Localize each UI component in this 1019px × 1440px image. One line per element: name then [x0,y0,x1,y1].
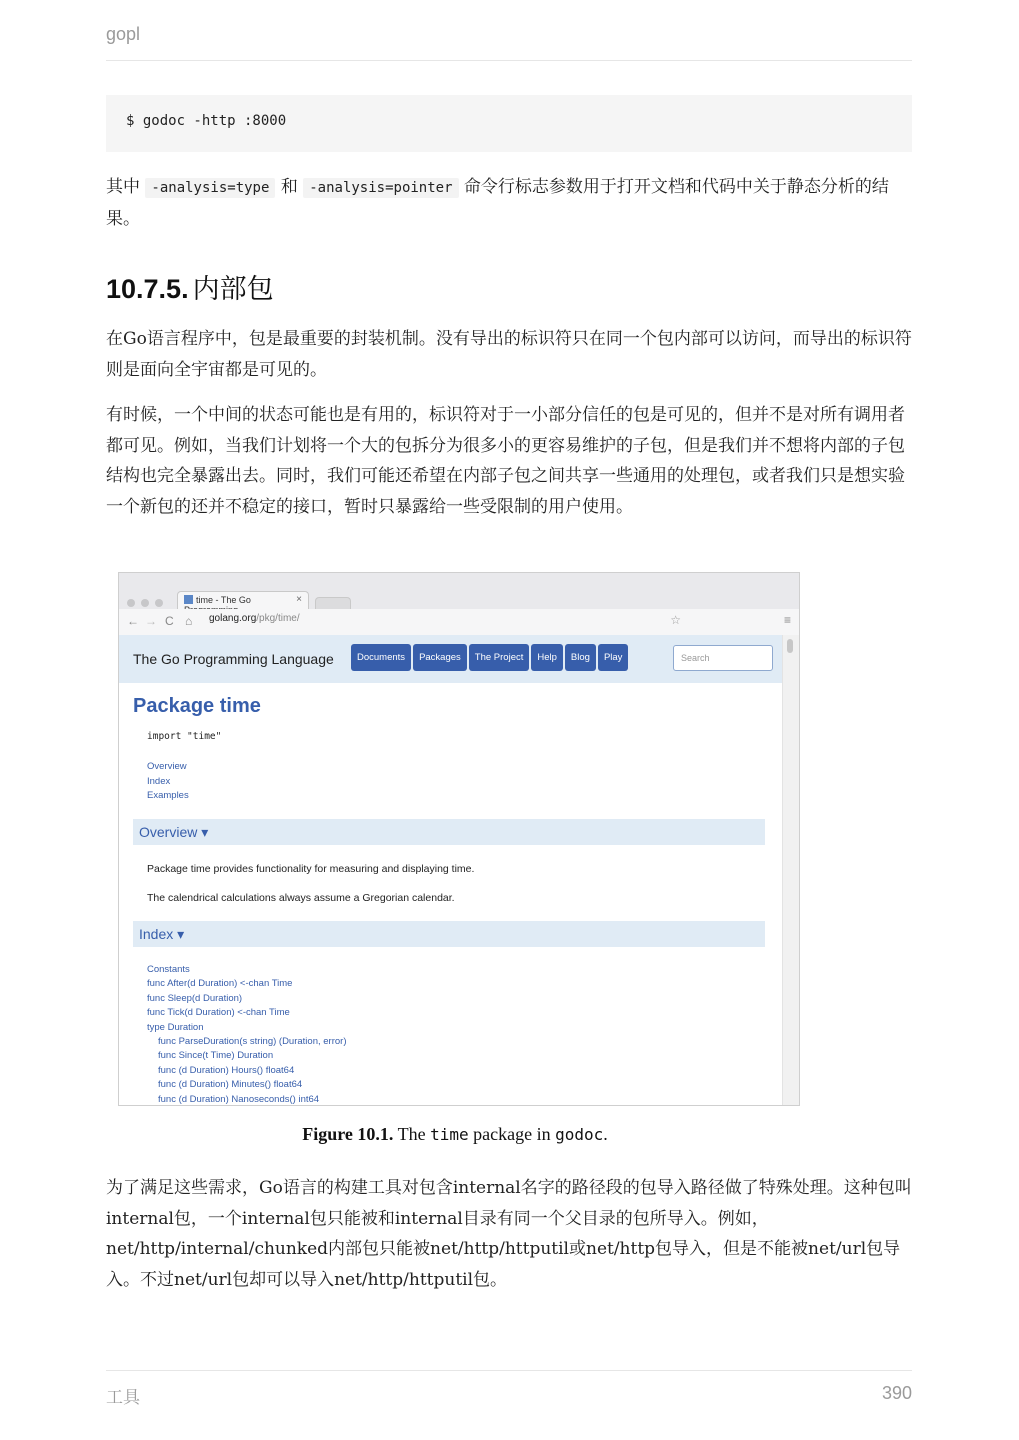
scrollbar[interactable] [782,635,799,1105]
footer-divider [106,1370,912,1371]
browser-tab[interactable] [177,591,309,609]
close-tab-icon[interactable]: × [296,594,302,605]
flag-analysis-pointer: -analysis=pointer [303,178,458,198]
nav-packages-button[interactable]: Packages [413,644,467,671]
intro-paragraph [106,172,912,234]
index-item[interactable]: type Duration [147,1021,204,1033]
url-path: /pkg/time/ [256,613,300,624]
header-divider [106,60,912,61]
toc-link-overview[interactable]: Overview [147,761,187,772]
overview-line-1: Package time provides functionality for measuring and displaying time. [147,863,475,875]
flag-analysis-type: -analysis=type [145,178,275,198]
index-item[interactable]: func Sleep(d Duration) [147,992,243,1004]
tab-title: time - The Go [196,595,251,605]
browser-navbar [119,609,799,636]
back-arrow-icon[interactable]: ← [127,614,139,628]
search-input[interactable]: Search [673,645,773,671]
godoc-page [119,635,783,1105]
figure-caption [106,1124,804,1145]
bookmark-star-icon[interactable]: ☆ [670,613,681,627]
nav-play-button[interactable]: Play [598,644,628,671]
browser-tabbar [119,573,799,609]
page-number: 390 [881,1383,912,1403]
intro-text-a: 其中 [106,177,146,197]
index-item[interactable]: func (d Duration) Nanoseconds() int64 [158,1093,320,1105]
intro-text-b: 和 [275,177,304,197]
minimize-window-dot[interactable] [141,599,149,607]
section-number: 10.7.5. [106,274,189,304]
address-bar[interactable] [209,613,300,624]
code-command: $ godoc -http :8000 [126,113,287,129]
overview-line-2: The calendrical calculations always assume a Gregorian calendar. [147,892,455,904]
site-nav [351,644,630,671]
caption-code-godoc: godoc [555,1125,604,1144]
caption-text-c: . [603,1124,608,1144]
reload-icon[interactable]: C [165,614,174,628]
nav-project-button[interactable]: The Project [469,644,530,671]
overview-heading[interactable]: Overview ▾ [133,819,765,845]
index-item[interactable]: func Since(t Time) Duration [158,1050,274,1062]
section-heading [106,267,274,306]
paragraph-internal-packages: 为了满足这些需求，Go语言的构建工具对包含internal名字的路径段的包导入路径做了特殊处理。这种包叫internal包，一个internal包只能被和internal目录有同一个父目录的包所导入。例如，net/http/internal/chunked内部包只能被net/http/httputil或net/http包导入，但是不能被net/url包导入。不过net/url包却可以导入net/http/httputil包。 [106,1178,912,1290]
index-item[interactable]: func After(d Duration) <-chan Time [147,978,293,990]
index-item[interactable]: func (d Duration) Hours() float64 [158,1064,295,1076]
forward-arrow-icon[interactable]: → [145,614,157,628]
close-window-dot[interactable] [127,599,135,607]
home-icon[interactable]: ⌂ [185,614,193,628]
scrollbar-thumb[interactable] [787,639,793,653]
code-block [106,95,912,152]
import-line: import "time" [147,731,222,742]
hamburger-menu-icon[interactable]: ≡ [783,613,791,627]
index-item[interactable]: func Tick(d Duration) <-chan Time [147,1007,290,1019]
figure-godoc-screenshot [106,572,804,1158]
caption-label: Figure 10.1. [302,1124,394,1144]
site-title[interactable]: The Go Programming Language [133,651,334,667]
caption-text-b: package in [468,1124,556,1144]
index-list [147,963,346,1106]
index-item[interactable]: func (d Duration) Minutes() float64 [158,1079,303,1091]
header-title: gopl [106,24,141,44]
intro-text-c: 命令行标志参数用于打开文档和代码中关于静态分析的结果。 [106,177,889,229]
nav-blog-button[interactable]: Blog [565,644,596,671]
toc-link-index[interactable]: Index [147,775,171,787]
url-host: golang.org [209,613,257,624]
caption-code-time: time [430,1125,469,1144]
toc-link-examples[interactable]: Examples [147,790,189,801]
package-title: Package time [133,695,261,717]
zoom-window-dot[interactable] [155,599,163,607]
gopher-favicon-icon [184,595,193,604]
index-heading[interactable]: Index ▾ [133,921,765,947]
caption-text-a: The [393,1124,431,1144]
nav-help-button[interactable]: Help [531,644,563,671]
site-topbar [119,635,783,683]
footer-chapter: 工具 [106,1388,140,1408]
paragraph-encapsulation: 在Go语言程序中，包是最重要的封装机制。没有导出的标识符只在同一个包内部可以访问，而导出的标识符则是面向全宇宙都是可见的。 [106,329,912,380]
index-item[interactable]: Constants [147,964,190,975]
section-title: 内部包 [192,274,274,305]
nav-documents-button[interactable]: Documents [351,644,411,671]
index-item[interactable]: func ParseDuration(s string) (Duration, error) [158,1036,347,1048]
paragraph-motivation: 有时候，一个中间的状态可能也是有用的，标识符对于一小部分信任的包是可见的，但并不是对所有调用者都可见。例如，当我们计划将一个大的包拆分为很多小的更容易维护的子包，但是我们并不想将内部的子包结构也完全暴露出去。同时，我们可能还希望在内部子包之间共享一些通用的处理包，或者我们只是想实验一个新包的还并不稳定的接口，暂时只暴露给一些受限制的用户使用。 [106,405,905,517]
package-toc [147,760,189,804]
browser-window [118,572,800,1106]
